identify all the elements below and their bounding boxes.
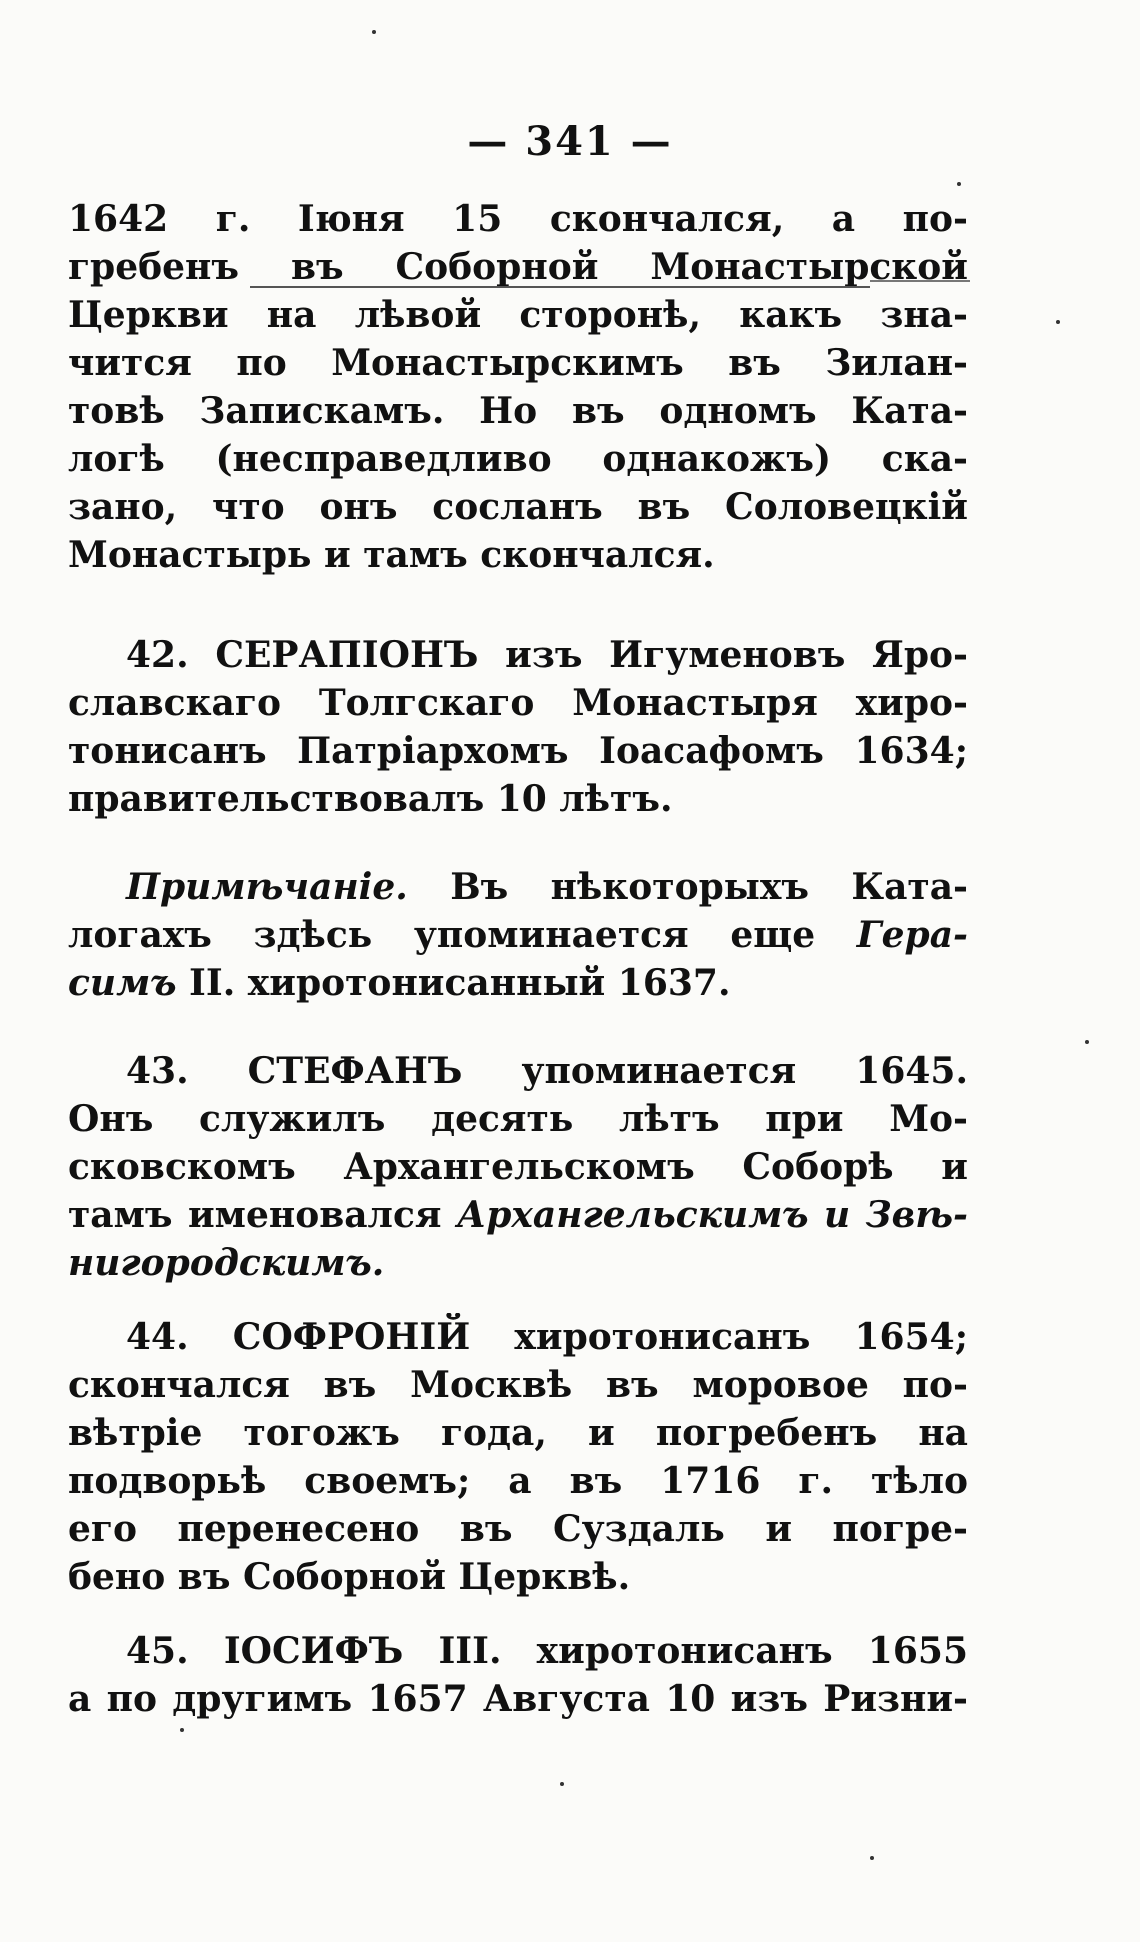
note-line — [68, 863, 968, 911]
text-line: правительствовалъ 10 лѣтъ. — [68, 778, 673, 820]
entry-44-heading-line: 44. СОФРОНІЙ хиротонисанъ 1654; — [126, 1316, 968, 1358]
scan-speck — [957, 182, 961, 186]
text-line: вѣтріе тогожъ года, и погребенъ на — [68, 1412, 968, 1454]
text-line — [68, 1191, 968, 1239]
scan-mark-line — [870, 280, 970, 282]
text-line: гребенъ въ Соборной Монастырской — [68, 246, 968, 288]
page-number: — 341 — — [467, 118, 673, 165]
entry-45-heading-line: 45. ІОСИФЪ III. хиротонисанъ 1655 — [126, 1630, 968, 1672]
scan-speck — [1085, 1040, 1089, 1044]
text-line: а по другимъ 1657 Августа 10 изъ Ризни- — [68, 1678, 968, 1720]
text-line: Церкви на лѣвой сторонѣ, какъ зна- — [68, 294, 968, 336]
text-line: товѣ Запискамъ. Но въ одномъ Ката- — [68, 390, 968, 432]
italic-title: Архангельскимъ и Звѣ- — [456, 1194, 968, 1236]
text-line: его перенесено въ Суздаль и погре- — [68, 1508, 968, 1550]
scan-speck — [1056, 320, 1060, 324]
scan-speck — [180, 1728, 184, 1732]
text-line: тонисанъ Патріархомъ Іоасафомъ 1634; — [68, 730, 968, 772]
note-label: Примѣчаніе. — [126, 866, 408, 908]
scan-speck — [560, 1782, 564, 1786]
entry-43-heading-line: 43. СТЕФАНЪ упоминается 1645. — [126, 1050, 968, 1092]
text-line: подворьѣ своемъ; а въ 1716 г. тѣло — [68, 1460, 968, 1502]
text-line: чится по Монастырскимъ въ Зилан- — [68, 342, 968, 384]
text-line: 1642 г. Іюня 15 скончался, а по- — [68, 198, 968, 240]
note-text: II. хиротонисанный 1637. — [176, 962, 731, 1004]
note-name: симъ — [68, 962, 177, 1004]
note-text: логахъ здѣсь упоминается еще — [68, 914, 857, 956]
note-name: Гера- — [856, 914, 968, 956]
text-line: нигородскимъ. — [68, 1242, 385, 1284]
note-line — [68, 959, 968, 1007]
text-line: сковскомъ Архангельскомъ Соборѣ и — [68, 1146, 968, 1188]
scan-speck — [870, 1856, 874, 1860]
text-line: славскаго Толгскаго Монастыря хиро- — [68, 682, 968, 724]
text-line: скончался въ Москвѣ въ моровое по- — [68, 1364, 968, 1406]
text-line: Монастырь и тамъ скончался. — [68, 534, 715, 576]
text-line: Онъ служилъ десять лѣтъ при Мо- — [68, 1098, 968, 1140]
scan-mark-line — [250, 286, 870, 288]
page-text — [68, 195, 968, 1723]
note-text: Въ нѣкоторыхъ Ката- — [407, 866, 968, 908]
text-run: тамъ именовался — [68, 1194, 457, 1236]
text-line: бено въ Соборной Церквѣ. — [68, 1556, 631, 1598]
text-line: логѣ (несправедливо однакожъ) ска- — [68, 438, 968, 480]
entry-42-heading-line: 42. СЕРАПІОНЪ изъ Игуменовъ Яро- — [126, 634, 968, 676]
text-line: зано, что онъ сосланъ въ Соловецкій — [68, 486, 968, 528]
note-line — [68, 911, 968, 959]
scan-speck — [372, 30, 376, 34]
